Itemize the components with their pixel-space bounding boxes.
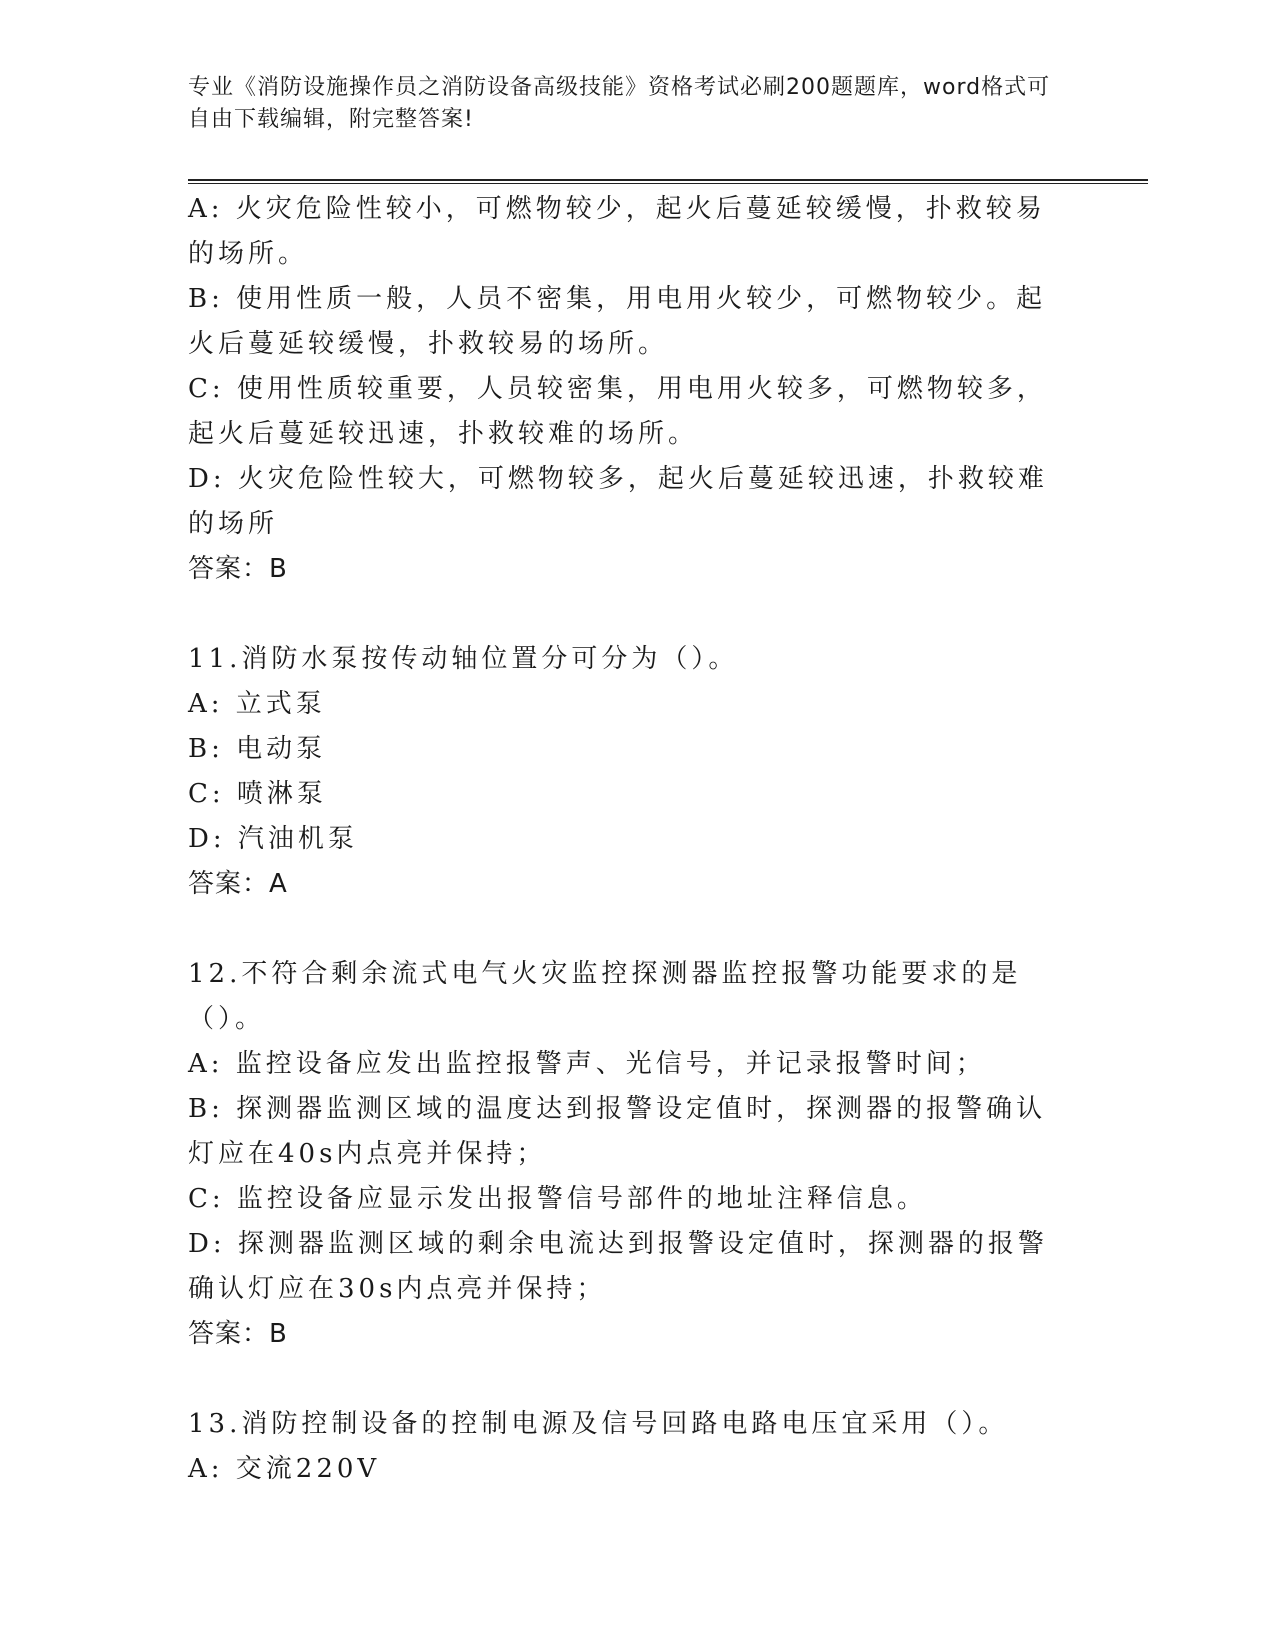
question-stem: 12.不符合剩余流式电气火灾监控探测器监控报警功能要求的是（）。	[188, 959, 1022, 1034]
document-header: 专业《消防设施操作员之消防设备高级技能》资格考试必刷200题题库，word格式可自由下载编辑，附完整答案!	[188, 75, 1051, 132]
header-divider-thin	[188, 183, 1148, 184]
option-d: D: 探测器监测区域的剩余电流达到报警设定值时，探测器的报警确认灯应在30s内点亮并保持；	[188, 1229, 1048, 1304]
option-d: D: 汽油机泵	[188, 824, 358, 854]
answer-label: 答案：B	[188, 554, 288, 584]
option-c: C: 使用性质较重要，人员较密集，用电用火较多，可燃物较多，起火后蔓延较迅速，扑救较难的场所。	[188, 374, 1047, 449]
question-stem: 13.消防控制设备的控制电源及信号回路电路电压宜采用（）。	[188, 1409, 1009, 1439]
question-block-13	[188, 1402, 1068, 1492]
answer-label: 答案：B	[188, 1319, 288, 1349]
option-c: C: 喷淋泵	[188, 779, 327, 809]
question-list	[188, 187, 1068, 1492]
question-block-prev	[188, 187, 1068, 592]
question-block-12	[188, 952, 1068, 1357]
option-a: A: 火灾危险性较小，可燃物较少，起火后蔓延较缓慢，扑救较易的场所。	[188, 194, 1046, 269]
question-block-11	[188, 637, 1068, 907]
option-b: B: 使用性质一般，人员不密集，用电用火较少，可燃物较少。起火后蔓延较缓慢，扑救较易的场所。	[188, 284, 1047, 359]
question-stem: 11.消防水泵按传动轴位置分可分为（）。	[188, 644, 739, 674]
option-b: B: 电动泵	[188, 734, 327, 764]
option-a: A: 立式泵	[188, 689, 326, 719]
option-a: A: 监控设备应发出监控报警声、光信号，并记录报警时间；	[188, 1049, 986, 1079]
option-b: B: 探测器监测区域的温度达到报警设定值时，探测器的报警确认灯应在40s内点亮并保持；	[188, 1094, 1047, 1169]
answer-label: 答案：A	[188, 869, 288, 899]
option-d: D: 火灾危险性较大，可燃物较多，起火后蔓延较迅速，扑救较难的场所	[188, 464, 1048, 539]
option-c: C: 监控设备应显示发出报警信号部件的地址注释信息。	[188, 1184, 927, 1214]
header-divider-thick	[188, 179, 1148, 181]
option-a: A: 交流220V	[188, 1454, 381, 1484]
